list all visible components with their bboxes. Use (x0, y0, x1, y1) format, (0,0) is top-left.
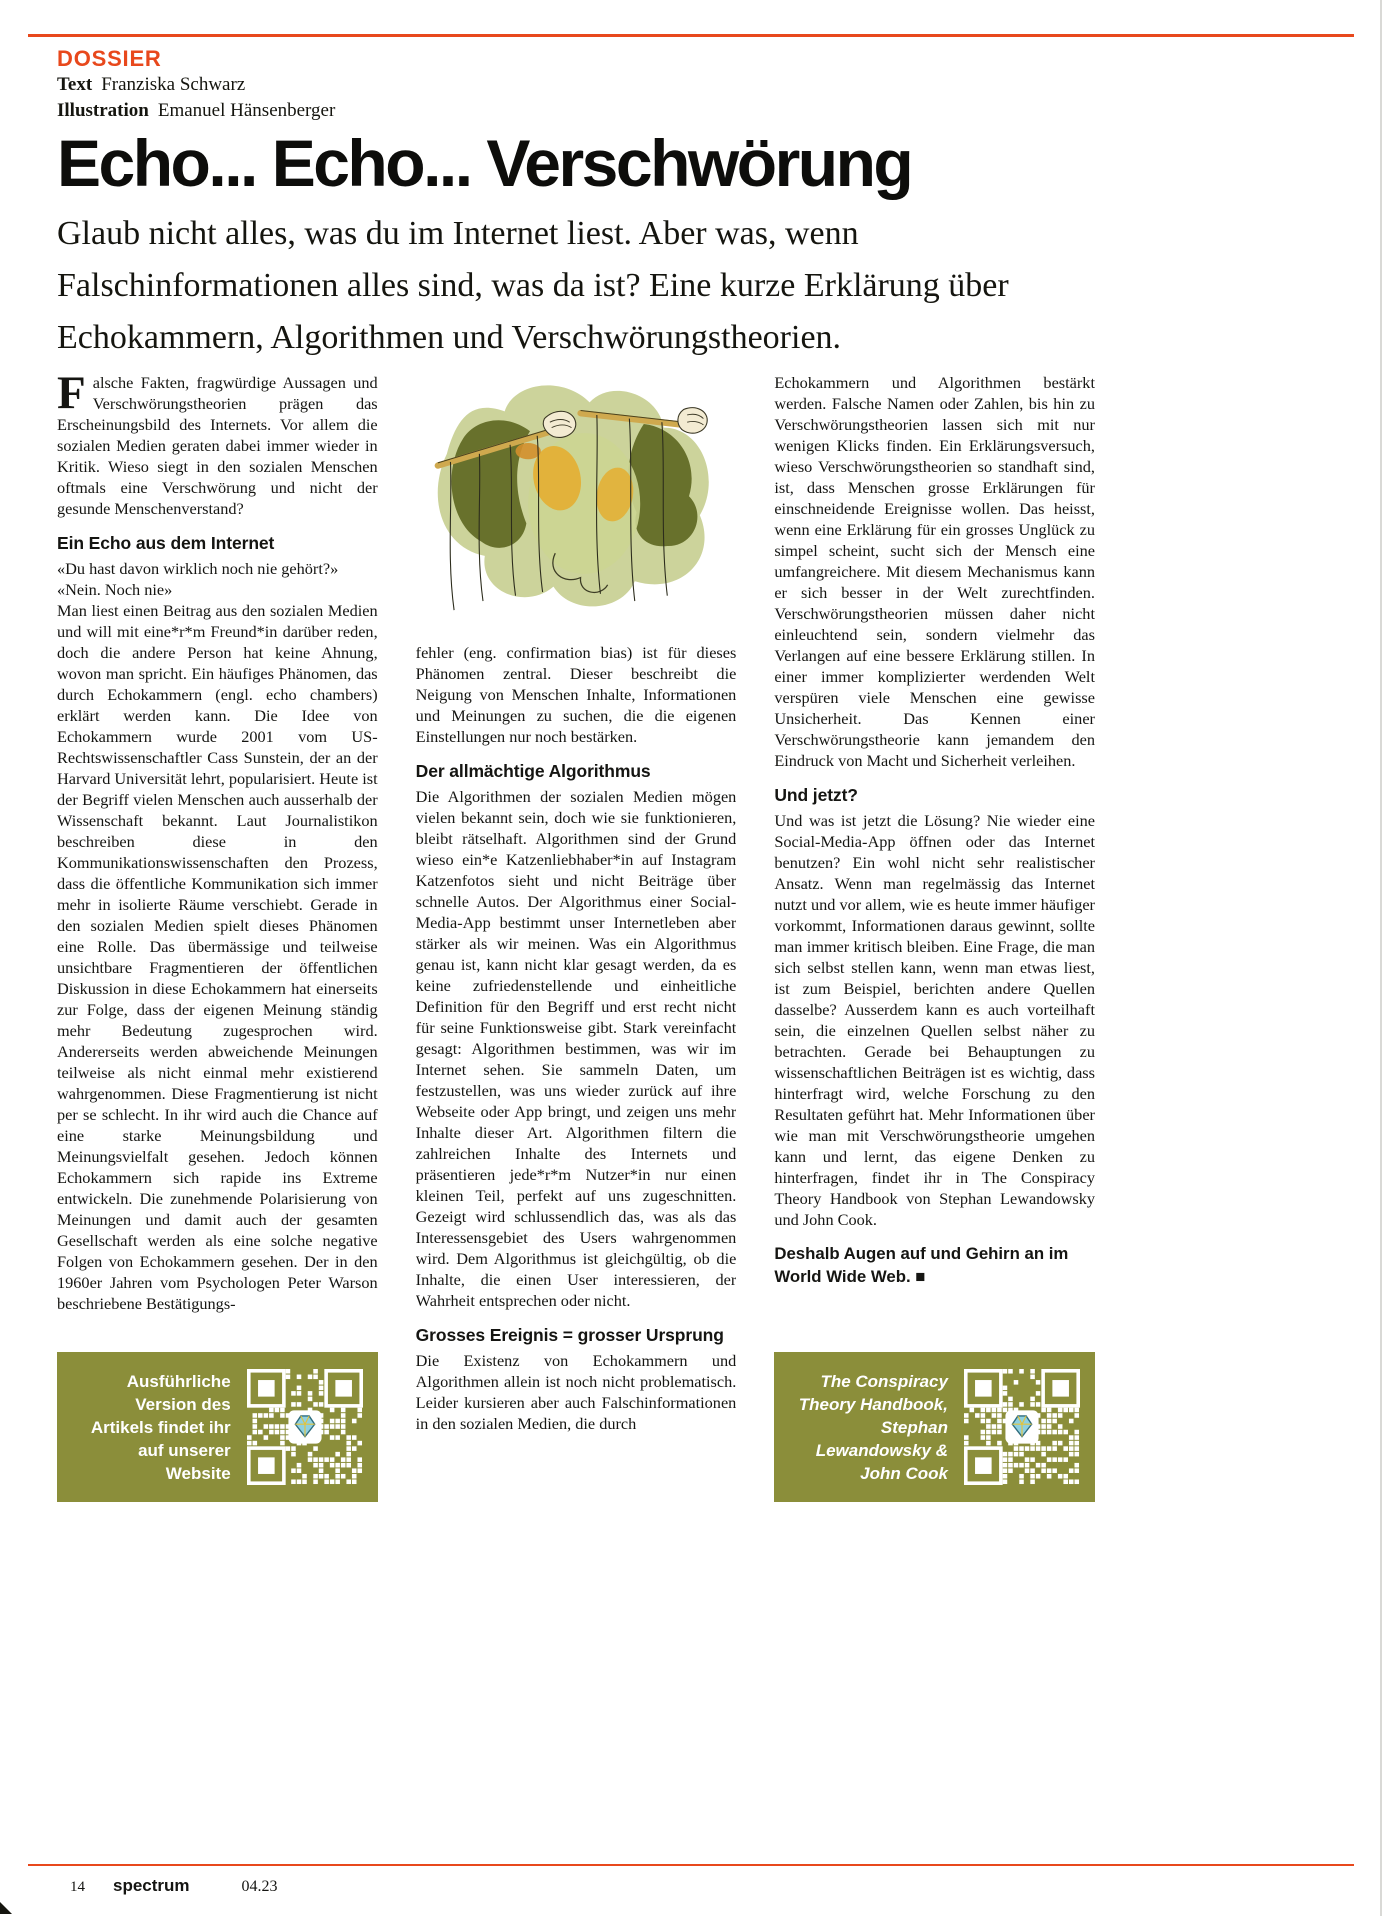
section-kicker: DOSSIER (57, 46, 162, 71)
column-3-paragraph-2: Und was ist jetzt die Lösung? Nie wieder eine Social-Media-App öffnen oder das Internet benutzen? Ein wohl nicht sehr realistischer Ansatz. Wenn man regelmässig das Internet nutzt und vor allem, wie es heute immer häufiger vorkommt, Informationen daraus gewinnt, sollte man immer kritisch bleiben. Eine Frage, die man sich selbst stellen kann, wenn man etwas liest, ist zum Beispiel, berichten andere Quellen dasselbe? Ausserdem kann es auch vorteilhaft sein, die einzelnen Quellen selbst näher zu betrachten. Gerade bei Behauptungen zu wissenschaftlichen Beiträgen ist es wichtig, dass hinterfragt wird, welche Forschung zu den Resultaten geführt hat. Mehr Informationen über wie man mit Verschwörungstheorie umgehen kann und lernt, das eigene Denken zu hinterfragen, findet ihr in The Conspiracy Theory Handbook von Stephan Lewandowsky und John Cook. (774, 811, 1095, 1229)
subheading-echo: Ein Echo aus dem Internet (57, 533, 275, 553)
subheading-big-event: Grosses Ereignis = grosser Ursprung (415, 1325, 724, 1345)
column-1-paragraph: Man liest einen Beitrag aus den sozialen Medien und will mit eine*r*m Freund*in darüber reden, doch die andere Person hat keine Ahnung, wovon man spricht. Ein häufiges Phänomen, das durch Echokammern (engl. echo chambers) erklärt werden kann. Die Idee von Echokammern wurde 2001 vom US-Rechtswissenschaftler Cass Sunstein, der an der Harvard Universität lehrt, popularisiert. Heute ist der Begriff vielen Menschen auch ausserhalb der Wissenschaft bekannt. Laut Journalistikon beschreiben diese in den Kommunikationswissenschaften den Prozess, dass die öffentliche Kommunikation sich immer mehr in isolierte Räume verschiebt. Gerade in den sozialen Medien spielt dieses Phänomen eine Rolle. Das übermässige und teilweise unsichtbare Fragmentieren der öffentlichen Diskussion in diese Echokammern hat einerseits zur Folge, dass der eigenen Meinung ständig mehr Bedeutung zugesprochen wird. Andererseits werden abweichende Meinungen teilweise als nicht einmal mehr existierend wahrgenommen. Diese Fragmentierung ist nicht per se schlecht. In ihr wird auch die Chance auf eine starke Meinungsbildung und Meinungsvielfalt gesehen. Jedoch können Echokammern sich rapide ins Extreme entwickeln. Die zunehmende Polarisierung von Meinungen und damit auch der gesamten Gesellschaft werden als eine solche negative Folgen von Echokammern gesehen. Der in den 1960er Jahren vom Psychologen Peter Warson beschriebene Bestätigungs- (57, 601, 378, 1313)
website-callout-text: Ausführliche Version des Artikels findet ihr auf unserer Website (90, 1371, 231, 1483)
intro-text: alsche Fakten, fragwürdige Aussagen und Verschwörungstheorien prägen das Erscheinungsbild des Internets. Vor allem die sozialen Medien geraten dabei immer wieder in Kritik. Wieso siegt in den sozialen Menschen oftmals eine Verschwörung und nicht der gesunde Menschenverstand? (57, 373, 378, 518)
page-number: 14 (70, 1879, 85, 1895)
column-3-paragraph-1: Echokammern und Algorithmen bestärkt werden. Falsche Namen oder Zahlen, bis hin zu Verschwörungstheorien lassen sich mit nur wenigen Klicks finden. Ein Erklärungsversuch, wieso Verschwörungstheorien so standhaft sind, ist, dass Menschen grosse Erklärungen für einschneidende Ereignisse wollen. Das heisst, wenn eine Erklärung für ein grosses Unglück zu simpel scheint, sucht sich der Mensch eine umfangreichere. Mit diesem Mechanismus kann er sich besser in der Welt zurechtfinden. Verschwörungstheorien müssen daher nicht einleuchtend sein, sondern vielmehr das Verlangen auf eine bessere Erklärung stillen. In einer immer komplizierter werdenden Welt verspüren viele Menschen eine gewisse Unsicherheit. Das Kennen einer Verschwörungstheorie kann jemandem den Eindruck von Macht und Sicherheit verleihen. (774, 373, 1095, 770)
top-rule (28, 34, 1354, 37)
footer-rule (28, 1864, 1354, 1866)
column-2-paragraph-3: Die Existenz von Echokammern und Algorithmen allein ist noch nicht problematisch. Leider kursieren aber auch Falschinformationen in den sozialen Medien, die durch (415, 1351, 737, 1433)
credit-text (57, 72, 1095, 98)
credit-text-name: Franziska Schwarz (101, 74, 246, 95)
article-title: Echo... Echo... Verschwörung (57, 126, 912, 200)
handbook-callout-text: The Conspiracy Theory Handbook, Stephan Lewandowsky & John Cook (798, 1371, 948, 1483)
page-footer (70, 1876, 278, 1896)
article-lead: Glaub nicht alles, was du im Internet liest. Aber was, wenn Falschinformationen alles sind, was da ist? Eine kurze Erklärung über Echokammern, Algorithmen und Verschwörungstheorien. (57, 215, 1009, 356)
handbook-callout (774, 1352, 1095, 1502)
column-2 (416, 372, 737, 1502)
article-header (57, 46, 1095, 364)
credit-illustration (57, 98, 1095, 124)
dialogue-quote-1: «Du hast davon wirklich noch nie gehört?» (57, 559, 339, 578)
magazine-name: spectrum (113, 1876, 190, 1895)
intro-paragraph (57, 372, 378, 519)
subheading-algorithm: Der allmächtige Algorithmus (415, 761, 651, 781)
print-corner-mark (0, 1902, 12, 1914)
credit-illustration-label: Illustration (57, 100, 149, 121)
dialogue-quote-2: «Nein. Noch nie» (57, 580, 173, 599)
column-2-paragraph-1: fehler (eng. confirmation bias) ist für dieses Phänomen zentral. Dieser beschreibt die Neigung von Menschen Inhalte, Informationen und Meinungen zu suchen, die die eigenen Einstellungen nur noch bestärken. (415, 643, 737, 746)
article-body (57, 372, 1095, 1502)
marionette-illustration (416, 372, 737, 630)
drop-cap: F (57, 372, 86, 419)
column-1 (57, 372, 378, 1502)
website-callout (57, 1352, 378, 1502)
qr-code-handbook-icon (964, 1369, 1080, 1485)
credit-illustration-name: Emanuel Hänsenberger (157, 100, 336, 121)
column-2-paragraph-2: Die Algorithmen der sozialen Medien mögen vielen bekannt sein, doch wie sie funktionieren, bleibt rätselhaft. Algorithmen sind der Grund wieso ein*e Katzenliebhaber*in auf Instagram Katzenfotos sieht und nicht Beiträge über schnelle Autos. Der Algorithmus einer Social-Media-App bestimmt unser Internetleben aber stärker als wir meinen. Was ein Algorithmus genau ist, kann nicht klar gesagt werden, da es keine zufriedenstellende und einheitliche Definition für den Begriff und erst recht nicht für seine Funktionsweise gibt. Stark vereinfacht gesagt: Algorithmen bestimmen, was wir im Internet sehen. Sie sammeln Daten, um festzustellen, was uns wieder zurück auf ihre Webseite oder App bringt, und zeigen uns mehr Inhalte dieser Art. Algorithmen filtern die zahlreichen Inhalte des Internets und präsentieren jede*r*m Nutzer*in nur einen kleinen Teil, perfekt auf uns zugeschnitten. Gezeigt wird schlussendlich das, was als das Interessensgebiet des Users wahrgenommen wird. Dem Algorithmus ist gleichgültig, ob die Inhalte, die einen User interessieren, der Wahrheit entsprechen oder nicht. (415, 787, 737, 1310)
subheading-what-now: Und jetzt? (774, 785, 858, 805)
closing-statement: Deshalb Augen auf und Gehirn an im World Wide Web. ■ (774, 1244, 1069, 1286)
column-3 (774, 372, 1095, 1502)
issue-number: 04.23 (241, 1878, 278, 1895)
qr-code-website-icon (247, 1369, 363, 1485)
credit-text-label: Text (57, 74, 93, 95)
